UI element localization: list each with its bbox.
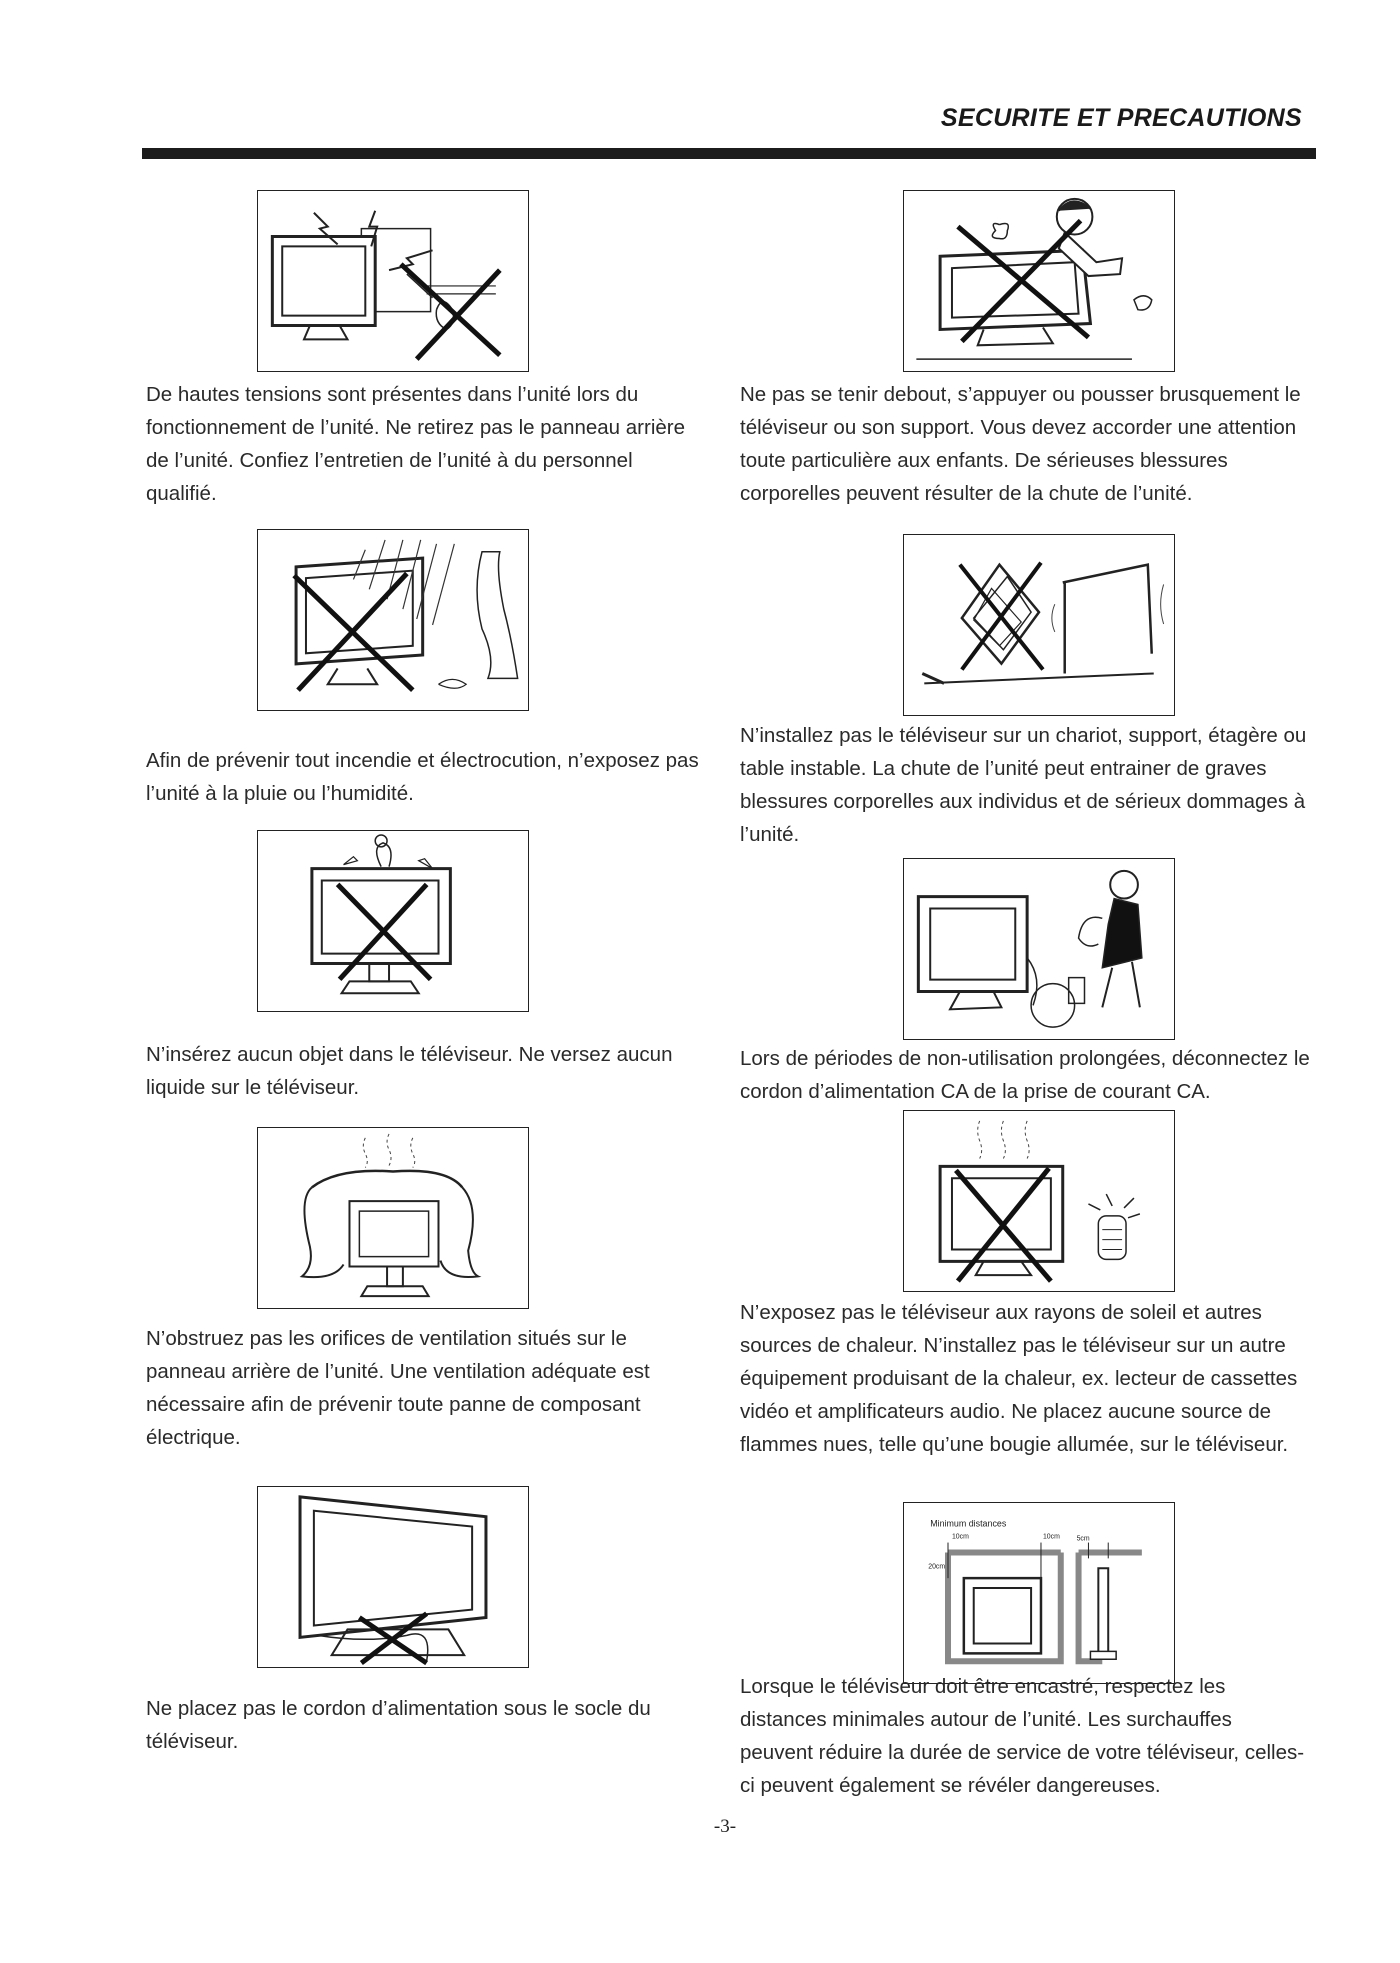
vase-on-tv-icon — [257, 830, 529, 1012]
label-back: 5cm — [1076, 1535, 1090, 1543]
warning-text-cord: Ne placez pas le cordon d’alimentation sous le socle du téléviseur. — [146, 1697, 651, 1753]
warning-text-heat: N’exposez pas le téléviseur aux rayons de soleil et autres sources de chaleur. N’installez pas le téléviseur sur un autre équipement produisant de la chaleur, ex. lecteur de cassettes vidéo et amplificateurs audio. Ne placez aucune source de flammes nues, telle qu’une bougie allumée, sur le téléviseur. — [740, 1301, 1298, 1456]
warning-text-ventilation: N’obstruez pas les orifices de ventilation situés sur le panneau arrière de l’unité. Une ventilation adéquate est nécessaire afin de prévenir toute panne de composant électrique. — [146, 1327, 650, 1449]
unplug-icon — [903, 858, 1175, 1040]
label-top: 10cm — [951, 1533, 969, 1541]
rain-icon — [257, 529, 529, 711]
warning-text-unstable: N’installez pas le téléviseur sur un chariot, support, étagère ou table instable. La chute de l’unité peut entrainer de graves blessures corporelles aux individus et de sérieux dommages à l’unité. — [740, 724, 1307, 846]
minimum-distances-diagram — [903, 1502, 1175, 1684]
high-voltage-icon — [257, 190, 529, 372]
label-side: 10cm — [1042, 1533, 1060, 1541]
warning-text-climbing: Ne pas se tenir debout, s’appuyer ou pousser brusquement le téléviseur ou son support. Vous devez accorder une attention toute particulière aux enfants. De sérieuses blessures corporelles peuvent résulter de la chute de l’unité. — [740, 383, 1301, 505]
warning-text-high-voltage: De hautes tensions sont présentes dans l’unité lors du fonctionnement de l’unité. Ne retirez pas le panneau arrière de l’unité. Confiez l’entretien de l’unité à du personnel qualifié. — [146, 383, 686, 505]
falling-tv-icon — [903, 534, 1175, 716]
page-title: SECURITE ET PRECAUTIONS — [940, 104, 1302, 132]
cord-under-stand-icon — [257, 1486, 529, 1668]
covered-tv-icon — [257, 1127, 529, 1309]
label-bottom: 20cm — [928, 1563, 946, 1571]
heater-icon — [903, 1110, 1175, 1292]
warning-text-rain: Afin de prévenir tout incendie et électrocution, n’exposez pas l’unité à la pluie ou l’humidité. — [146, 749, 699, 805]
header-rule — [142, 148, 1316, 159]
diagram-title: Minimum distances — [930, 1518, 1007, 1529]
page-number: -3- — [713, 1816, 737, 1837]
warning-text-distances: Lorsque le téléviseur doit être encastré, respectez les distances minimales autour de l’unité. Les surchauffes peuvent réduire la durée de service de votre téléviseur, celles-ci peuvent également se révéler dangereuses. — [740, 1675, 1305, 1797]
warning-text-liquid: N’insérez aucun objet dans le téléviseur. Ne versez aucun liquide sur le téléviseur. — [146, 1043, 673, 1099]
warning-text-unplug: Lors de périodes de non-utilisation prolongées, déconnectez le cordon d’alimentation CA de la prise de courant CA. — [740, 1047, 1310, 1103]
child-climbing-icon — [903, 190, 1175, 372]
